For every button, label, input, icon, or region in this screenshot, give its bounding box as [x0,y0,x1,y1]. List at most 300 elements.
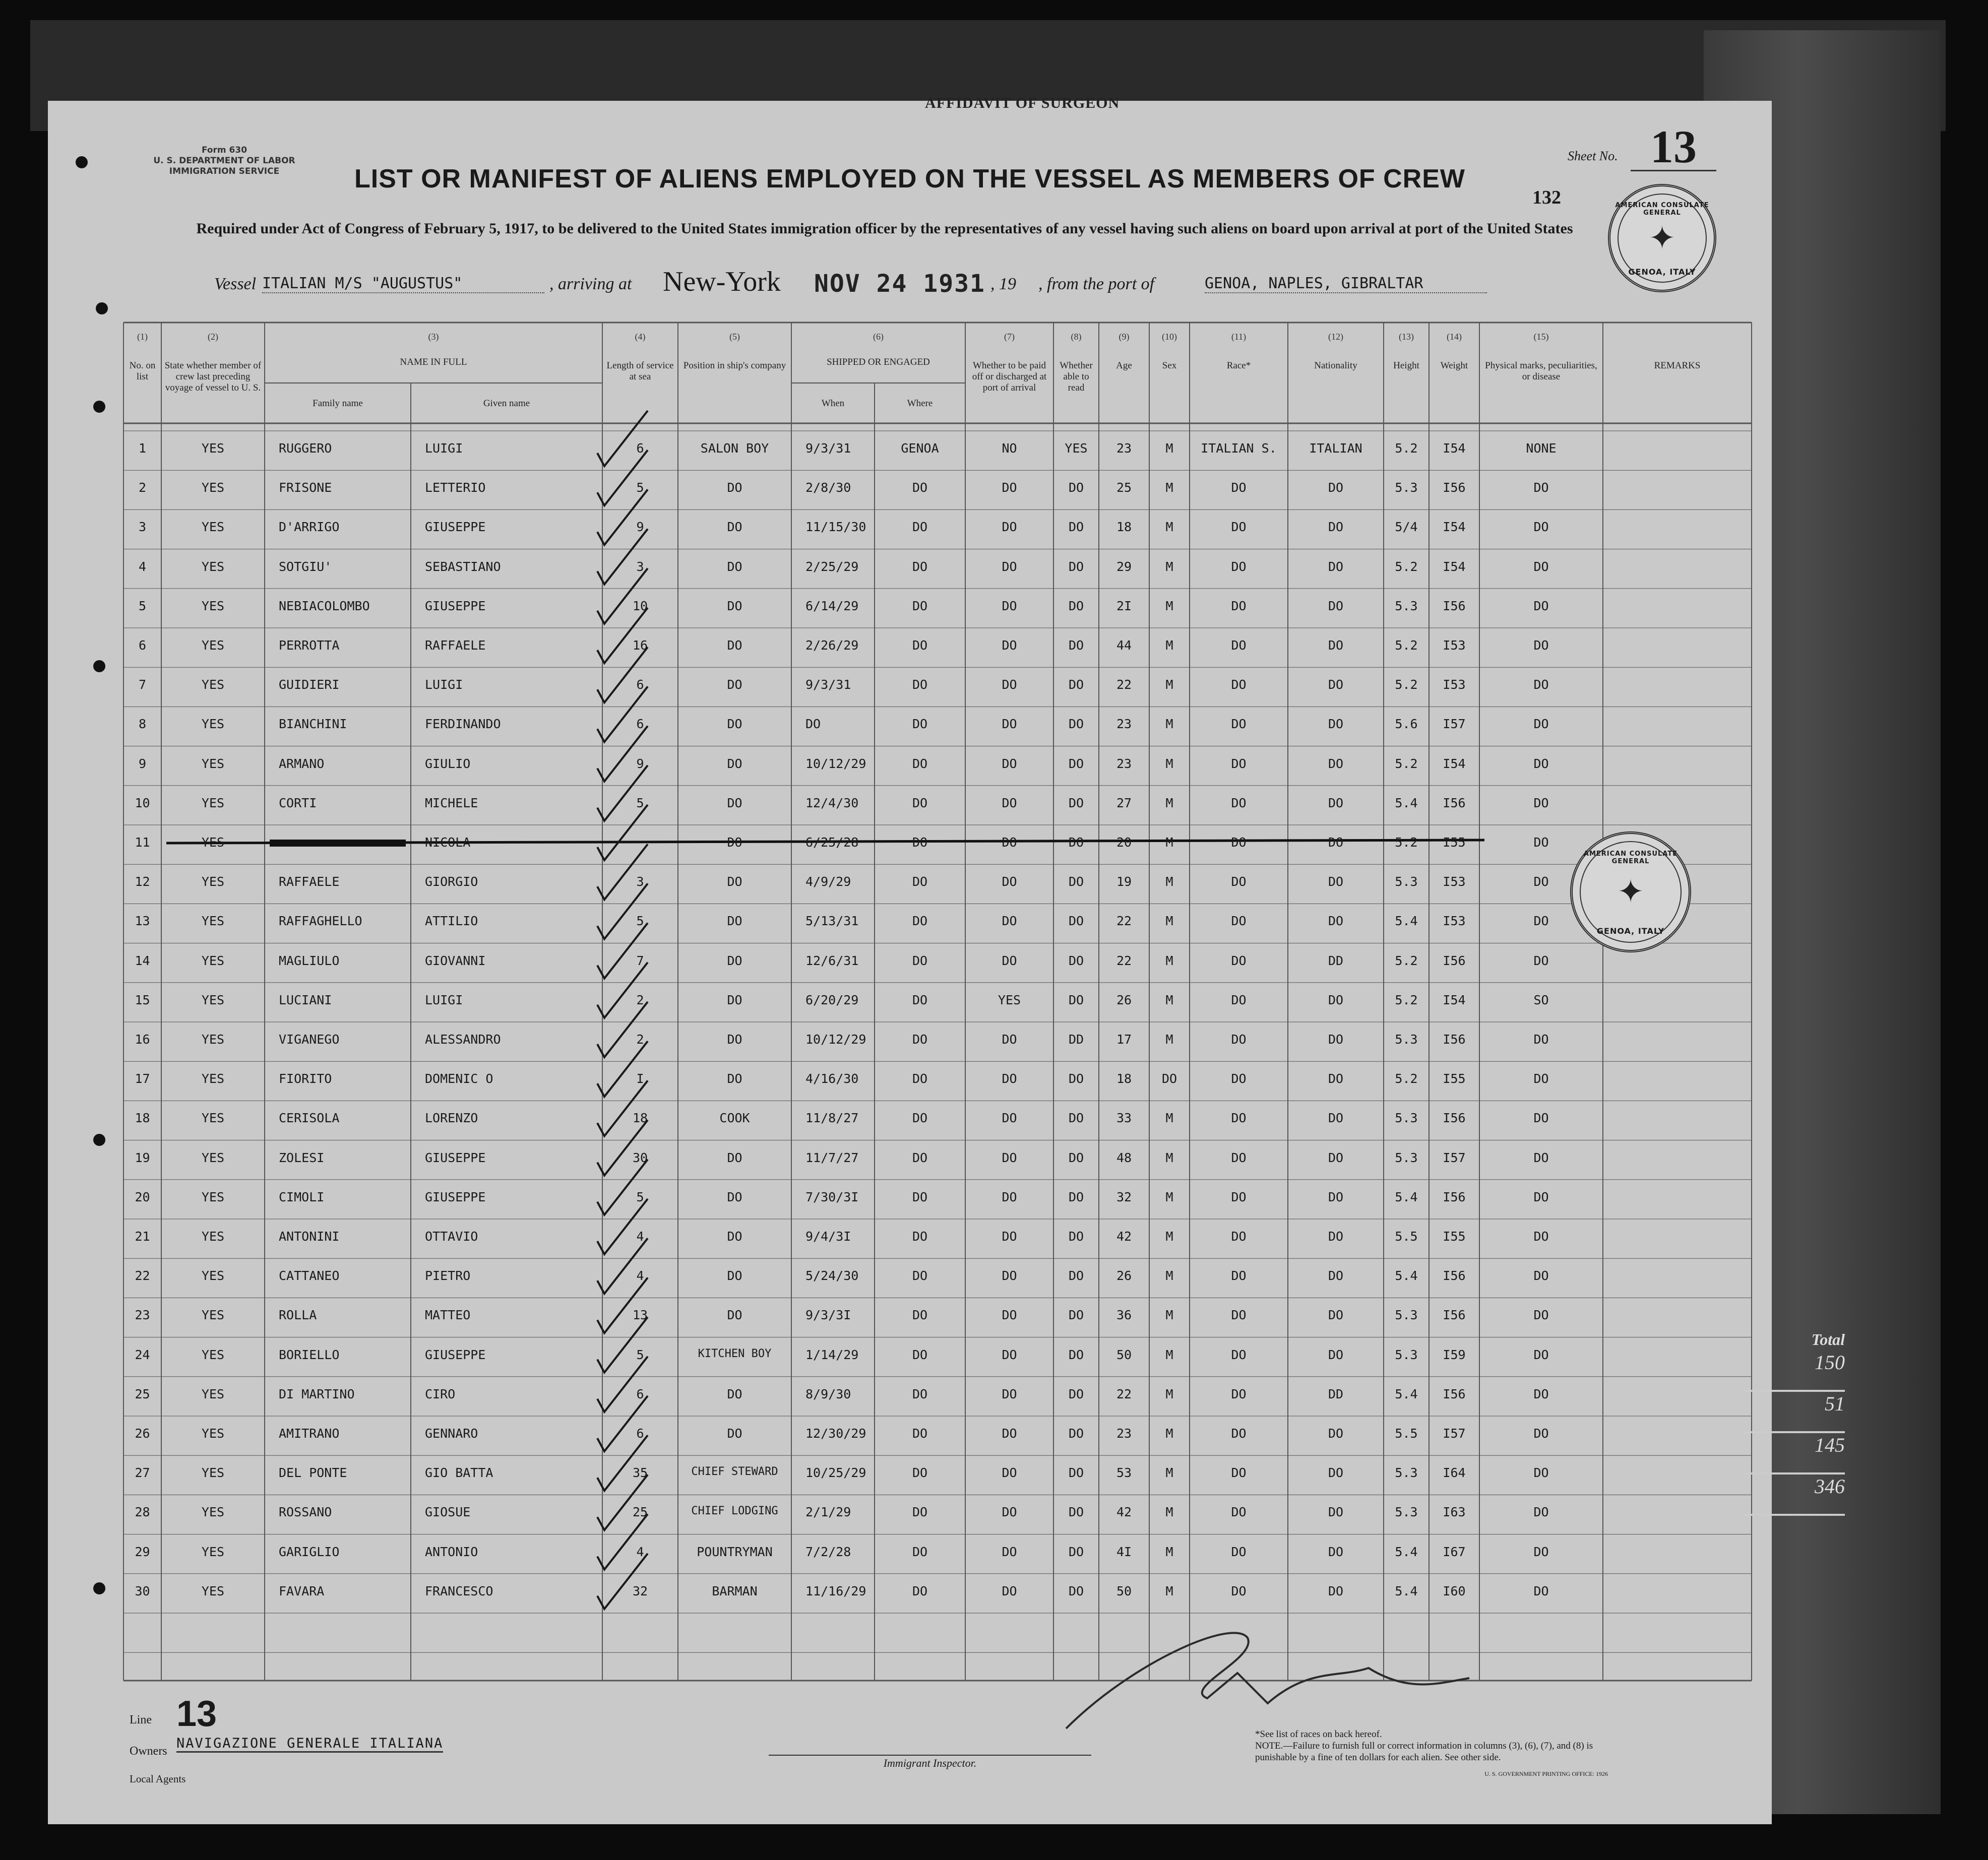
nationality: DO [1328,520,1344,535]
row-number: 22 [135,1268,150,1284]
position: DO [727,559,742,574]
row-number: 8 [138,717,147,732]
position: DO [727,677,742,692]
sex: M [1165,914,1173,929]
paid-off: DO [1002,1111,1017,1126]
weight: I56 [1443,480,1466,495]
prior-voyage: YES [201,559,225,574]
shipped-where: DO [912,1544,928,1559]
family-name: ZOLESI [279,1150,325,1165]
sheet-number: 13 [1631,123,1716,171]
check-mark [597,963,648,1018]
family-name: NEBIACOLOMBO [279,598,370,613]
nationality: DO [1328,795,1344,810]
prior-voyage: YES [201,992,225,1007]
shipped-where: DO [912,1505,928,1520]
family-name: MAGLIULO [279,953,340,968]
shipped-where: GENOA [901,441,939,456]
paid-off: DO [1002,1583,1017,1598]
prior-voyage: YES [201,1505,225,1520]
age: 22 [1116,953,1132,968]
race: DO [1231,756,1247,771]
age: 22 [1116,914,1132,929]
age: 42 [1116,1505,1132,1520]
total-value: 150 [1744,1351,1845,1392]
position: DO [727,835,742,850]
given-name: GIUSEPPE [425,520,486,535]
race: DO [1231,1268,1247,1284]
race: DO [1231,1583,1247,1598]
age: 23 [1116,441,1132,456]
physical-marks: DO [1533,756,1549,771]
shipped-when: 2/25/29 [805,559,859,574]
check-mark [597,1435,648,1491]
paid-off: DO [1002,914,1017,929]
shipped-where: DO [912,1071,928,1086]
seal-text-top: AMERICAN CONSULATE GENERAL [1615,202,1709,217]
weight: I57 [1443,1150,1466,1165]
race: ITALIAN S. [1201,441,1277,456]
shipped-when: 2/1/29 [805,1505,851,1520]
family-name: CORTI [279,795,317,810]
family-name: ROSSANO [279,1505,332,1520]
column-header: NAME IN FULL [400,357,467,367]
able-to-read: DO [1068,795,1084,810]
physical-marks: DO [1533,638,1549,653]
shipped-where: DO [912,1308,928,1323]
height: 5.3 [1395,598,1418,613]
column-number: (6) [873,332,884,342]
shipped-when: 9/3/31 [805,441,851,456]
sex: M [1165,1386,1173,1401]
sex: M [1165,795,1173,810]
check-mark [597,1120,648,1176]
given-name: MATTEO [425,1308,471,1323]
age: 26 [1116,992,1132,1007]
paid-off: DO [1002,1032,1017,1047]
nationality: DO [1328,835,1344,850]
nationality: DO [1328,1229,1344,1244]
row-number: 7 [138,677,147,692]
position: DO [727,1189,742,1204]
service-length: 7 [636,953,644,968]
shipped-when: 2/8/30 [805,480,851,495]
service-length: 6 [636,1386,644,1401]
sex: M [1165,1583,1173,1598]
shipped-where: DO [912,835,928,850]
paid-off: DO [1002,717,1017,732]
prior-voyage: YES [201,1386,225,1401]
position: DO [727,1386,742,1401]
row-number: 18 [135,1111,150,1126]
service-length: 5 [636,914,644,929]
prior-voyage: YES [201,953,225,968]
physical-marks: DO [1533,677,1549,692]
height: 5.5 [1395,1426,1418,1441]
given-name: CIRO [425,1386,456,1401]
able-to-read: DO [1068,598,1084,613]
row-number: 28 [135,1505,150,1520]
column-number: (1) [137,332,148,342]
service-length: 18 [632,1111,648,1126]
height: 5.4 [1395,914,1418,929]
race: DO [1231,1505,1247,1520]
prior-voyage: YES [201,1583,225,1598]
paid-off: DO [1002,1150,1017,1165]
height: 5.2 [1395,835,1418,850]
weight: I56 [1443,1032,1466,1047]
weight: I59 [1443,1347,1466,1362]
shipped-where: DO [912,1268,928,1284]
nationality: DO [1328,1150,1344,1165]
prior-voyage: YES [201,638,225,653]
row-number: 20 [135,1189,150,1204]
given-name: GIOSUE [425,1505,471,1520]
position: DO [727,795,742,810]
given-name: OTTAVIO [425,1229,478,1244]
row-number: 12 [135,874,150,889]
paid-off: DO [1002,1189,1017,1204]
race: DO [1231,520,1247,535]
given-name: RAFFAELE [425,638,486,653]
line-value: 13 [176,1694,217,1734]
position: BARMAN [712,1583,758,1598]
service-length: I [636,1071,644,1086]
age: 23 [1116,717,1132,732]
able-to-read: DO [1068,1189,1084,1204]
weight: I56 [1443,795,1466,810]
shipped-where: DO [912,559,928,574]
height: 5.2 [1395,1071,1418,1086]
physical-marks: DO [1533,1347,1549,1362]
column-header: REMARKS [1654,360,1701,371]
service-length: 2 [636,992,644,1007]
given-name: LUIGI [425,677,463,692]
sex: DO [1161,1071,1177,1086]
row-number: 2 [138,480,147,495]
column-header: Age [1116,360,1132,371]
prior-voyage: YES [201,677,225,692]
manifest-page [48,95,1772,1824]
column-header: Length of service at sea [606,360,674,382]
check-mark [597,450,648,505]
height: 5.2 [1395,953,1418,968]
able-to-read: DO [1068,1386,1084,1401]
row-number: 25 [135,1386,150,1401]
paid-off: DO [1002,638,1017,653]
shipped-where: DO [912,1032,928,1047]
family-name: GARIGLIO [279,1544,340,1559]
able-to-read: DO [1068,559,1084,574]
height: 5.3 [1395,1347,1418,1362]
check-mark [597,805,648,860]
row-number: 5 [138,598,147,613]
check-mark [597,1002,648,1057]
weight: I53 [1443,914,1466,929]
family-name: D'ARRIGO [279,520,340,535]
height: 5.2 [1395,992,1418,1007]
check-mark [597,726,648,782]
weight: I54 [1443,559,1466,574]
inspector-label: Immigrant Inspector. [769,1755,1091,1770]
family-name: CIMOLI [279,1189,325,1204]
race: DO [1231,598,1247,613]
line-label: Line [130,1713,152,1726]
shipped-when: 6/20/29 [805,992,859,1007]
shipped-where: DO [912,638,928,653]
family-name: CERISOLA [279,1111,340,1126]
paid-off: DO [1002,480,1017,495]
service-name: IMMIGRATION SERVICE [169,166,280,176]
prior-voyage: YES [201,756,225,771]
age: 36 [1116,1308,1132,1323]
age: 18 [1116,1071,1132,1086]
total-value: 346 [1744,1474,1845,1516]
seal2-text-bottom: GENOA, ITALY [1596,926,1665,936]
able-to-read: DO [1068,914,1084,929]
paid-off: DO [1002,1268,1017,1284]
shipped-where: DO [912,795,928,810]
service-length: 6 [636,717,644,732]
row-number: 3 [138,520,147,535]
column-header: Nationality [1314,360,1357,371]
shipped-where: DO [912,1386,928,1401]
paid-off: DO [1002,1347,1017,1362]
prior-voyage: YES [201,1229,225,1244]
family-name: BORIELLO [279,1347,340,1362]
shipped-where: DO [912,756,928,771]
check-mark [597,568,648,624]
page-subtitle: Required under Act of Congress of February 5, 1917, to be delivered to the United States immigration officer by the representatives of any vessel having such aliens on board upon arrival at port of the United States [196,220,1573,237]
paid-off: DO [1002,1544,1017,1559]
height: 5.3 [1395,1505,1418,1520]
row-number: 4 [138,559,147,574]
total-value: 145 [1744,1433,1845,1474]
physical-marks: DO [1533,874,1549,889]
sex: M [1165,1229,1173,1244]
paid-off: DO [1002,756,1017,771]
family-name: PERROTTA [279,638,340,653]
totals-label: Total [1811,1330,1845,1349]
able-to-read: YES [1065,441,1088,456]
family-name: FIORITO [279,1071,332,1086]
race: DO [1231,1111,1247,1126]
service-length: 10 [632,598,648,613]
row-number: 30 [135,1583,150,1598]
paid-off: DO [1002,1071,1017,1086]
nationality: DO [1328,1111,1344,1126]
physical-marks: DO [1533,1032,1549,1047]
weight: I56 [1443,1268,1466,1284]
column-number: (9) [1119,332,1130,342]
prior-voyage: YES [201,914,225,929]
position: DO [727,992,742,1007]
sex: M [1165,1111,1173,1126]
position: DO [727,598,742,613]
column-header: Whether to be paid off or discharged at port of arrival [972,360,1047,393]
service-length: 4 [636,1268,644,1284]
paid-off: DO [1002,1229,1017,1244]
weight: I67 [1443,1544,1466,1559]
given-name: ANTONIO [425,1544,478,1559]
shipped-when: 1/14/29 [805,1347,859,1362]
service-length: 16 [632,638,648,653]
weight: I53 [1443,638,1466,653]
sex: M [1165,520,1173,535]
prior-voyage: YES [201,717,225,732]
check-mark [597,1080,648,1136]
physical-marks: DO [1533,1268,1549,1284]
binder-hole [76,156,88,168]
column-subheader: When [821,398,845,409]
binder-hole [93,1134,105,1146]
age: 4I [1116,1544,1132,1559]
position: DO [727,480,742,495]
column-header: Whether able to read [1060,360,1093,393]
service-length: 5 [636,795,644,810]
height: 5.3 [1395,1150,1418,1165]
nationality: DD [1328,1386,1344,1401]
service-length: 3 [636,559,644,574]
nationality: DD [1328,953,1344,968]
shipped-where: DO [912,1347,928,1362]
nationality: DO [1328,598,1344,613]
weight: I56 [1443,1189,1466,1204]
physical-marks: DO [1533,520,1549,535]
weight: I54 [1443,992,1466,1007]
physical-marks: DO [1533,1544,1549,1559]
column-subheader: Given name [483,398,530,409]
date-stamp: NOV 24 1931 [814,270,985,298]
family-name: RUGGERO [279,441,332,456]
position: COOK [719,1111,750,1126]
able-to-read: DO [1068,638,1084,653]
service-length: 4 [636,1544,644,1559]
row-number: 17 [135,1071,150,1086]
sex: M [1165,756,1173,771]
position: DO [727,1032,742,1047]
shipped-where: DO [912,1465,928,1481]
position: DO [727,1308,742,1323]
height: 5.2 [1395,756,1418,771]
check-mark [597,1357,648,1412]
prior-voyage: YES [201,520,225,535]
given-name: GIUSEPPE [425,1347,486,1362]
paid-off: DO [1002,1505,1017,1520]
shipped-when: 5/13/31 [805,914,859,929]
printing-office: U. S. GOVERNMENT PRINTING OFFICE: 1926 [1484,1770,1608,1777]
age: 44 [1116,638,1132,653]
column-number: (4) [635,332,646,342]
paid-off: DO [1002,953,1017,968]
able-to-read: DO [1068,1505,1084,1520]
position: CHIEF STEWARD [691,1465,778,1479]
physical-marks: NONE [1526,441,1557,456]
family-name: ROLLA [279,1308,317,1323]
able-to-read: DO [1068,1111,1084,1126]
physical-marks: DO [1533,480,1549,495]
sex: M [1165,1189,1173,1204]
shipped-when: 7/2/28 [805,1544,851,1559]
nationality: DO [1328,874,1344,889]
shipped-when: DO [805,717,821,732]
position: DO [727,1229,742,1244]
shipped-when: 7/30/3I [805,1189,859,1204]
height: 5.4 [1395,1268,1418,1284]
binder-hole [93,660,105,672]
service-length: 5 [636,1347,644,1362]
height: 5.4 [1395,1189,1418,1204]
check-mark [597,1199,648,1254]
sex: M [1165,1465,1173,1481]
row-number: 10 [135,795,150,810]
prior-voyage: YES [201,1032,225,1047]
column-subheader: Where [907,398,933,409]
sex: M [1165,598,1173,613]
row-number: 29 [135,1544,150,1559]
column-number: (15) [1533,332,1549,342]
check-mark [597,608,648,663]
department-name: U. S. DEPARTMENT OF LABOR [153,156,295,166]
paid-off: DO [1002,559,1017,574]
position: CHIEF LODGING [691,1505,778,1518]
race: DO [1231,874,1247,889]
paid-off: DO [1002,835,1017,850]
sex: M [1165,441,1173,456]
race: DO [1231,1308,1247,1323]
given-name: SEBASTIANO [425,559,501,574]
vessel-label: Vessel [214,275,257,293]
age: 22 [1116,1386,1132,1401]
shipped-where: DO [912,914,928,929]
position: SALON BOY [700,441,769,456]
shipped-when: 9/4/3I [805,1229,851,1244]
physical-marks: DO [1533,1150,1549,1165]
shipped-where: DO [912,677,928,692]
physical-marks: DO [1533,1505,1549,1520]
column-number: (12) [1328,332,1343,342]
service-length: 32 [632,1583,648,1598]
given-name: MICHELE [425,795,478,810]
sex: M [1165,1426,1173,1441]
height: 5.4 [1395,1386,1418,1401]
shipped-where: DO [912,1229,928,1244]
prior-voyage: YES [201,1111,225,1126]
weight: I55 [1443,1229,1466,1244]
shipped-when: 10/12/29 [805,756,866,771]
able-to-read: DO [1068,874,1084,889]
age: 33 [1116,1111,1132,1126]
physical-marks: DO [1533,598,1549,613]
column-number: (13) [1399,332,1414,342]
sex: M [1165,835,1173,850]
column-number: (11) [1231,332,1247,342]
height: 5.3 [1395,1308,1418,1323]
shipped-when: 9/3/3I [805,1308,851,1323]
prior-voyage: YES [201,598,225,613]
check-mark [597,411,648,466]
age: 18 [1116,520,1132,535]
shipped-when: 11/15/30 [805,520,866,535]
weight: I56 [1443,1111,1466,1126]
race: DO [1231,677,1247,692]
race: DO [1231,835,1247,850]
paid-off: DO [1002,1386,1017,1401]
service-length: 6 [636,1426,644,1441]
row-number: 26 [135,1426,150,1441]
binder-hole [93,1582,105,1594]
check-mark [597,883,648,939]
